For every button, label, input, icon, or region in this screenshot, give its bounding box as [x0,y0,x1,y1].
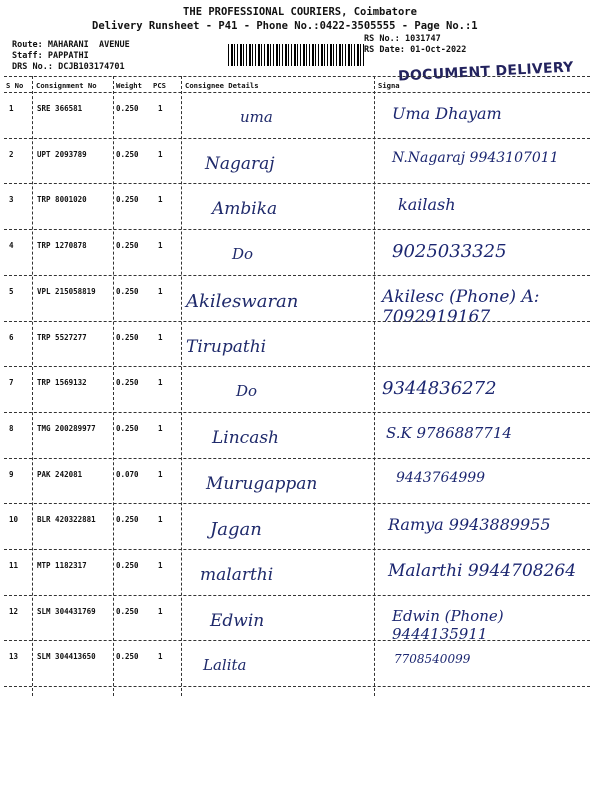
row-weight: 0.250 [116,378,139,388]
col-divider [374,76,375,696]
handwritten-signature: kailash [398,195,456,215]
handwritten-signature: Edwin (Phone) 9444135911 [392,606,504,643]
handwritten-signature: Malarthi 9944708264 [388,561,577,581]
row-weight: 0.250 [116,652,139,662]
drs-line [12,62,125,72]
handwritten-consignee: Edwin [210,610,265,631]
col-divider [113,76,114,696]
staff-value: PAPPATHI [47,51,89,61]
row-weight: 0.250 [116,149,139,159]
row-sno: 9 [9,469,14,479]
row-weight: 0.250 [116,515,139,525]
row-divider [4,686,590,687]
row-consignment-no: SRE 366581 [37,104,83,113]
row-consignment-no: TRP 1270878 [37,241,87,251]
rs-no-label: RS No.: [364,34,400,44]
row-sno: 7 [9,378,14,388]
drs-value: DCJB103174701 [58,62,125,72]
row-divider [4,503,590,504]
row-sno: 3 [9,195,14,205]
handwritten-signature: Uma Dhayam [392,104,502,123]
row-sno: 6 [9,332,14,342]
row-pcs: 1 [158,515,163,525]
col-head-consignee: Consignee Details [185,81,259,90]
row-pcs: 1 [158,606,163,616]
route-value: MAHARANI AVENUE [47,40,130,50]
row-pcs: 1 [158,286,163,296]
handwritten-consignee: Lincash [212,427,280,448]
row-weight: 0.250 [116,423,139,433]
handwritten-consignee: Murugappan [206,473,318,494]
row-consignment-no: MTP 1182317 [37,561,87,570]
handwritten-consignee: Ambika [212,199,278,220]
col-head-pcs: PCS [153,81,166,90]
handwritten-signature: Ramya 9943889955 [388,515,551,535]
col-head-weight: Weight [116,81,142,90]
row-weight: 0.250 [116,606,139,616]
row-divider [4,412,590,413]
row-consignment-no: UPT 2093789 [37,149,87,159]
document-delivery-stamp: DOCUMENT DELIVERY [397,59,575,85]
row-consignment-no: TMG 200289977 [37,423,96,433]
handwritten-consignee: Tirupathi [186,336,267,357]
handwritten-consignee: Lalita [203,656,247,675]
row-sno: 8 [9,423,14,433]
row-pcs: 1 [158,652,163,662]
row-weight: 0.070 [116,469,139,479]
row-consignment-no: TRP 1569132 [37,378,87,388]
row-sno: 10 [9,515,19,525]
row-divider [4,640,590,641]
row-sno: 13 [9,652,19,662]
row-consignment-no: TRP 5527277 [37,332,87,342]
row-consignment-no: TRP 8001020 [37,195,87,205]
row-weight: 0.250 [116,332,139,342]
company-title: THE PROFESSIONAL COURIERS, Coimbatore [183,6,417,18]
row-divider [4,549,590,550]
row-pcs: 1 [158,149,163,159]
row-consignment-no: PAK 242081 [37,469,83,479]
route-line [12,40,130,50]
handwritten-consignee: malarthi [200,565,274,585]
handwritten-signature: 9025033325 [392,241,507,263]
row-weight: 0.250 [116,195,139,205]
row-weight: 0.250 [116,241,139,251]
col-head-signature: Signa [378,81,400,90]
handwritten-consignee: Do [236,382,258,401]
staff-line [12,51,89,61]
table-top-rule [4,76,590,77]
handwritten-consignee: Akileswaran [186,290,299,312]
handwritten-consignee: Nagaraj [205,153,275,174]
row-pcs: 1 [158,104,163,113]
row-divider [4,321,590,322]
handwritten-consignee: Do [232,245,254,264]
barcode [228,44,364,66]
staff-label: Staff: [12,51,43,61]
row-weight: 0.250 [116,104,139,113]
row-divider [4,275,590,276]
row-consignment-no: BLR 420322881 [37,515,96,525]
handwritten-consignee: uma [240,108,273,126]
row-divider [4,183,590,184]
header-bottom-rule [4,92,590,93]
handwritten-signature: S.K 9786887714 [386,423,512,442]
row-divider [4,229,590,230]
row-sno: 2 [9,149,14,159]
route-label: Route: [12,40,43,50]
handwritten-signature: 9443764999 [396,469,486,486]
rs-date-label: RS Date: [364,45,405,55]
row-sno: 4 [9,241,14,251]
handwritten-signature: N.Nagaraj 9943107011 [392,149,559,166]
row-sno: 12 [9,606,19,616]
row-consignment-no: SLM 304413650 [37,652,96,662]
col-divider [32,76,33,696]
row-consignment-no: SLM 304431769 [37,606,96,616]
row-pcs: 1 [158,561,163,570]
handwritten-consignee: Jagan [210,519,262,541]
row-consignment-no: VPL 215058819 [37,286,96,296]
runsheet-title: Delivery Runsheet - P41 - Phone No.:0422-3505555 - Page No.:1 [92,20,478,32]
row-pcs: 1 [158,378,163,388]
row-sno: 11 [9,561,19,570]
rs-date-line [364,45,466,55]
handwritten-signature: 7708540099 [394,652,471,667]
handwritten-signature: Akilesc (Phone) A: 7092919167 [382,286,540,327]
row-pcs: 1 [158,469,163,479]
row-divider [4,366,590,367]
row-pcs: 1 [158,423,163,433]
row-sno: 1 [9,104,14,113]
row-pcs: 1 [158,332,163,342]
row-pcs: 1 [158,241,163,251]
col-head-consignment: Consignment No [36,81,97,90]
row-pcs: 1 [158,195,163,205]
col-divider [181,76,182,696]
row-divider [4,595,590,596]
drs-label: DRS No.: [12,62,53,72]
row-weight: 0.250 [116,286,139,296]
rs-no-line [364,34,441,44]
col-head-sno: S No [6,81,24,90]
row-sno: 5 [9,286,14,296]
rs-no-value: 1031747 [404,34,441,44]
row-weight: 0.250 [116,561,139,570]
rs-date-value: 01-Oct-2022 [410,45,467,55]
row-divider [4,138,590,139]
row-divider [4,458,590,459]
handwritten-signature: 9344836272 [382,378,497,400]
